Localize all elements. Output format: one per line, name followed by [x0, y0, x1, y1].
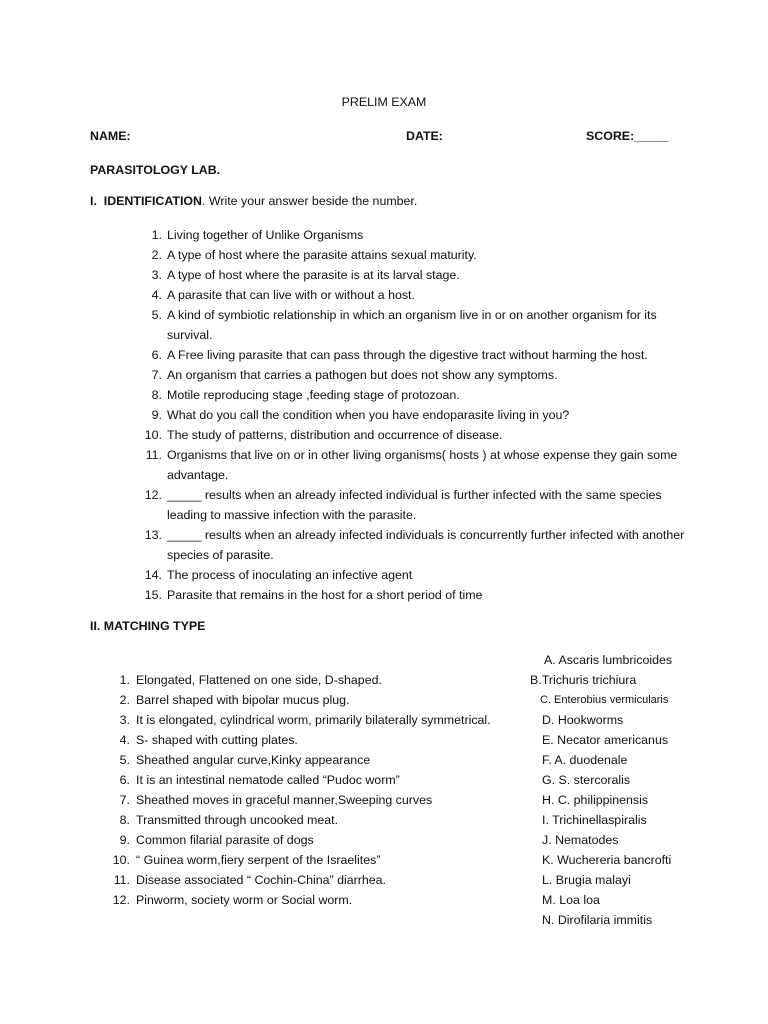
- item-text: S- shaped with cutting plates.: [136, 733, 298, 747]
- course-label: PARASITOLOGY LAB.: [90, 163, 221, 177]
- identification-item: [140, 385, 700, 405]
- identification-item: [140, 365, 700, 385]
- identification-item: [140, 485, 700, 525]
- item-text: _____ results when an already infected individuals is concurrently further infected with another species of parasite.: [167, 528, 685, 562]
- item-text: “ Guinea worm,fiery serpent of the Israelites”: [136, 853, 381, 867]
- identification-item: [140, 265, 700, 285]
- matching-choice: L. Brugia malayi: [542, 873, 631, 887]
- identification-item: [140, 425, 700, 445]
- matching-choice: G. S. stercoralis: [542, 773, 631, 787]
- matching-item: [110, 710, 510, 730]
- item-number: 14.: [144, 568, 162, 582]
- item-number: 7.: [151, 368, 162, 382]
- item-number: 1.: [119, 673, 130, 687]
- matching-item: [110, 750, 510, 770]
- item-number: 3.: [119, 713, 130, 727]
- matching-choice: A. Ascaris lumbricoides: [544, 653, 673, 667]
- item-text: _____ results when an already infected individual is further infected with the same species leading to massive infection with the parasite.: [167, 488, 662, 522]
- item-text: Organisms that live on or in other living organisms( hosts ) at whose expense they gain some advantage.: [167, 448, 678, 482]
- matching-item: [110, 870, 510, 890]
- item-text: The process of inoculating an infective agent: [167, 568, 413, 582]
- identification-item: [140, 305, 700, 345]
- item-text: Pinworm, society worm or Social worm.: [136, 893, 353, 907]
- item-text: Parasite that remains in the host for a short period of time: [167, 588, 483, 602]
- matching-item: [110, 730, 510, 750]
- identification-item: [140, 245, 700, 265]
- item-text: It is elongated, cylindrical worm, primarily bilaterally symmetrical.: [136, 713, 491, 727]
- identification-item: [140, 285, 700, 305]
- matching-choice: C. Enterobius vermicularis: [540, 694, 669, 706]
- item-number: 4.: [119, 733, 130, 747]
- name-label: NAME:: [90, 129, 131, 143]
- item-number: 13.: [144, 528, 162, 542]
- matching-choices: [530, 650, 730, 930]
- matching-item: [110, 830, 510, 850]
- item-text: The study of patterns, distribution and occurrence of disease.: [167, 428, 503, 442]
- item-number: 15.: [144, 588, 162, 602]
- matching-item: [110, 850, 510, 870]
- matching-item: [110, 810, 510, 830]
- identification-instruction: . Write your answer beside the number.: [201, 194, 418, 208]
- item-number: 6.: [151, 348, 162, 362]
- identification-title: IDENTIFICATION: [103, 194, 202, 208]
- identification-item: [140, 445, 700, 485]
- item-text: Sheathed angular curve,Kinky appearance: [136, 753, 371, 767]
- item-text: Common filarial parasite of dogs: [136, 833, 314, 847]
- item-number: 10.: [144, 428, 162, 442]
- item-text: A parasite that can live with or without a host.: [167, 288, 415, 302]
- matching-choice: M. Loa loa: [542, 893, 600, 907]
- identification-item: [140, 405, 700, 425]
- item-number: 10.: [112, 853, 130, 867]
- item-text: Transmitted through uncooked meat.: [136, 813, 339, 827]
- item-text: A type of host where the parasite is at its larval stage.: [167, 268, 460, 282]
- identification-item: [140, 585, 700, 605]
- identification-list: [140, 225, 700, 605]
- item-number: 6.: [119, 773, 130, 787]
- matching-item: [110, 670, 510, 690]
- identification-item: [140, 565, 700, 585]
- item-number: 12.: [112, 893, 130, 907]
- item-text: Living together of Unlike Organisms: [167, 228, 364, 242]
- item-number: 2.: [119, 693, 130, 707]
- matching-item: [110, 690, 510, 710]
- matching-choice: J. Nematodes: [542, 833, 619, 847]
- identification-item: [140, 525, 700, 565]
- item-number: 11.: [145, 448, 162, 462]
- matching-item: [110, 790, 510, 810]
- item-text: A Free living parasite that can pass through the digestive tract without harming the host.: [167, 348, 648, 362]
- item-number: 9.: [151, 408, 162, 422]
- item-text: A kind of symbiotic relationship in which an organism live in or on another organism for its survival.: [167, 308, 657, 342]
- matching-heading: II. MATCHING TYPE: [90, 619, 206, 633]
- item-number: 9.: [119, 833, 130, 847]
- item-text: It is an intestinal nematode called “Pudoc worm”: [136, 773, 400, 787]
- item-number: 5.: [151, 308, 162, 322]
- item-text: Sheathed moves in graceful manner,Sweeping curves: [136, 793, 433, 807]
- matching-item: [110, 890, 510, 910]
- matching-choice: B.Trichuris trichiura: [530, 673, 637, 687]
- date-label: DATE:: [406, 129, 443, 143]
- matching-choice: K. Wuchereria bancrofti: [542, 853, 672, 867]
- item-text: What do you call the condition when you have endoparasite living in you?: [167, 408, 570, 422]
- item-number: 8.: [119, 813, 130, 827]
- matching-choice: I. Trichinellaspiralis: [542, 813, 647, 827]
- matching-list: [110, 670, 510, 910]
- item-number: 2.: [151, 248, 162, 262]
- matching-choice: H. C. philippinensis: [542, 793, 649, 807]
- score-label: SCORE:_____: [586, 129, 669, 143]
- item-number: 1.: [151, 228, 162, 242]
- item-text: Disease associated “ Cochin-China” diarrhea.: [136, 873, 386, 887]
- item-text: An organism that carries a pathogen but does not show any symptoms.: [167, 368, 558, 382]
- item-number: 7.: [119, 793, 130, 807]
- item-text: Barrel shaped with bipolar mucus plug.: [136, 693, 350, 707]
- item-number: 5.: [119, 753, 130, 767]
- identification-item: [140, 225, 700, 245]
- item-text: Motile reproducing stage ,feeding stage of protozoan.: [167, 388, 460, 402]
- item-number: 4.: [151, 288, 162, 302]
- item-text: A type of host where the parasite attains sexual maturity.: [167, 248, 477, 262]
- item-number: 12.: [144, 488, 162, 502]
- item-number: 3.: [151, 268, 162, 282]
- identification-item: [140, 345, 700, 365]
- item-number: 11.: [113, 873, 130, 887]
- matching-choice: F. A. duodenale: [542, 753, 628, 767]
- matching-item: [110, 770, 510, 790]
- matching-choice: D. Hookworms: [542, 713, 624, 727]
- identification-number: I.: [90, 194, 97, 208]
- identification-heading: [90, 193, 417, 209]
- matching-choice: E. Necator americanus: [542, 733, 669, 747]
- matching-choice: N. Dirofilaria immitis: [542, 913, 653, 927]
- item-number: 8.: [151, 388, 162, 402]
- exam-title: PRELIM EXAM: [341, 95, 427, 109]
- item-text: Elongated, Flattened on one side, D-shaped.: [136, 673, 382, 687]
